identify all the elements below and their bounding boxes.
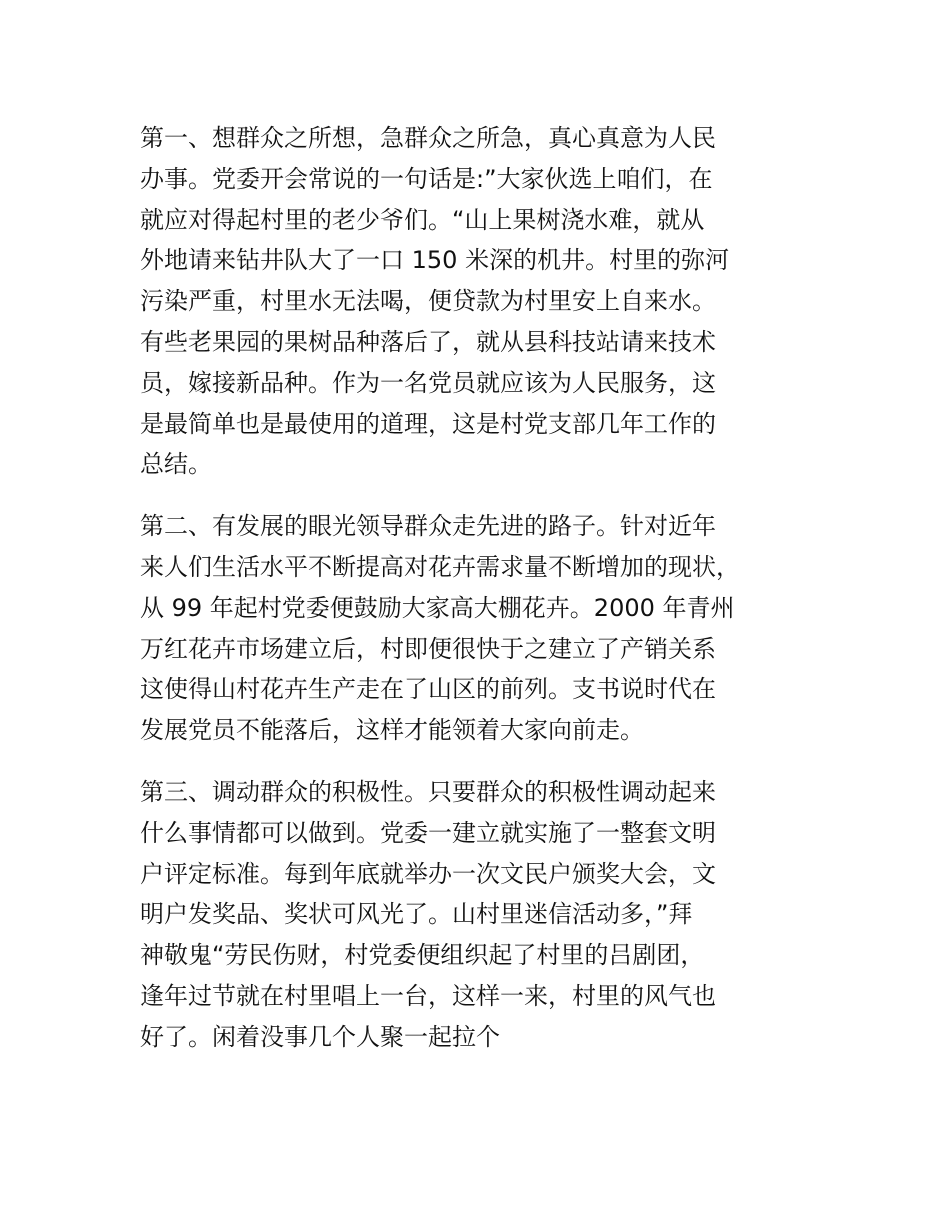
text-line: 万红花卉市场建立后，村即便很快于之建立了产销关系 [140,634,716,663]
text-line: 第一、想群众之所想，急群众之所急，真心真意为人民 [140,124,716,152]
document-body [140,118,820,1079]
text-line: 什么事情都可以做到。党委一建立就实施了一整套文明 [140,818,716,847]
text-line: 明户发奖品、奖状可风光了。山村里迷信活动多，”拜 [140,900,693,929]
text-line: 好了。闲着没事几个人聚一起拉个 [140,1022,500,1051]
text-line: 户评定标准。每到年底就举办一次文民户颁奖大会，文 [140,859,716,888]
text-line: 有些老果园的果树品种落后了，就从县科技站请来技术 [140,327,716,356]
text-line: 就应对得起村里的老少爷们。“山上果树浇水难，就从 [140,205,705,234]
text-line: 办事。党委开会常说的一句话是:”大家伙选上咱们，在 [140,164,713,193]
text-line: 从 99 年起村党委便鼓励大家高大棚花卉。2000 年青州 [140,593,735,622]
text-line: 第二、有发展的眼光领导群众走先进的路子。针对近年 [140,512,716,541]
text-line: 发展党员不能落后，这样才能领着大家向前走。 [140,716,644,745]
text-line: 员，嫁接新品种。作为一名党员就应该为人民服务，这 [140,368,716,397]
text-line: 外地请来钻井队大了一口 150 米深的机井。村里的弥河 [140,246,730,275]
text-line: 污染严重，村里水无法喝，便贷款为村里安上自来水。 [140,287,716,316]
text-line: 逢年过节就在村里唱上一台，这样一来，村里的风气也 [140,981,716,1010]
text-line: 这使得山村花卉生产走在了山区的前列。支书说时代在 [140,675,716,704]
paragraph-3 [140,772,820,1058]
paragraph-1 [140,118,820,485]
text-line: 来人们生活水平不断提高对花卉需求量不断增加的现状， [140,552,740,581]
text-line: 总结。 [140,450,212,479]
paragraph-2 [140,506,820,751]
text-line: 神敬鬼“劳民伤财，村党委便组织起了村里的吕剧团， [140,941,705,970]
text-line: 第三、调动群众的积极性。只要群众的积极性调动起来 [140,777,716,806]
text-line: 是最简单也是最使用的道理，这是村党支部几年工作的 [140,409,716,438]
